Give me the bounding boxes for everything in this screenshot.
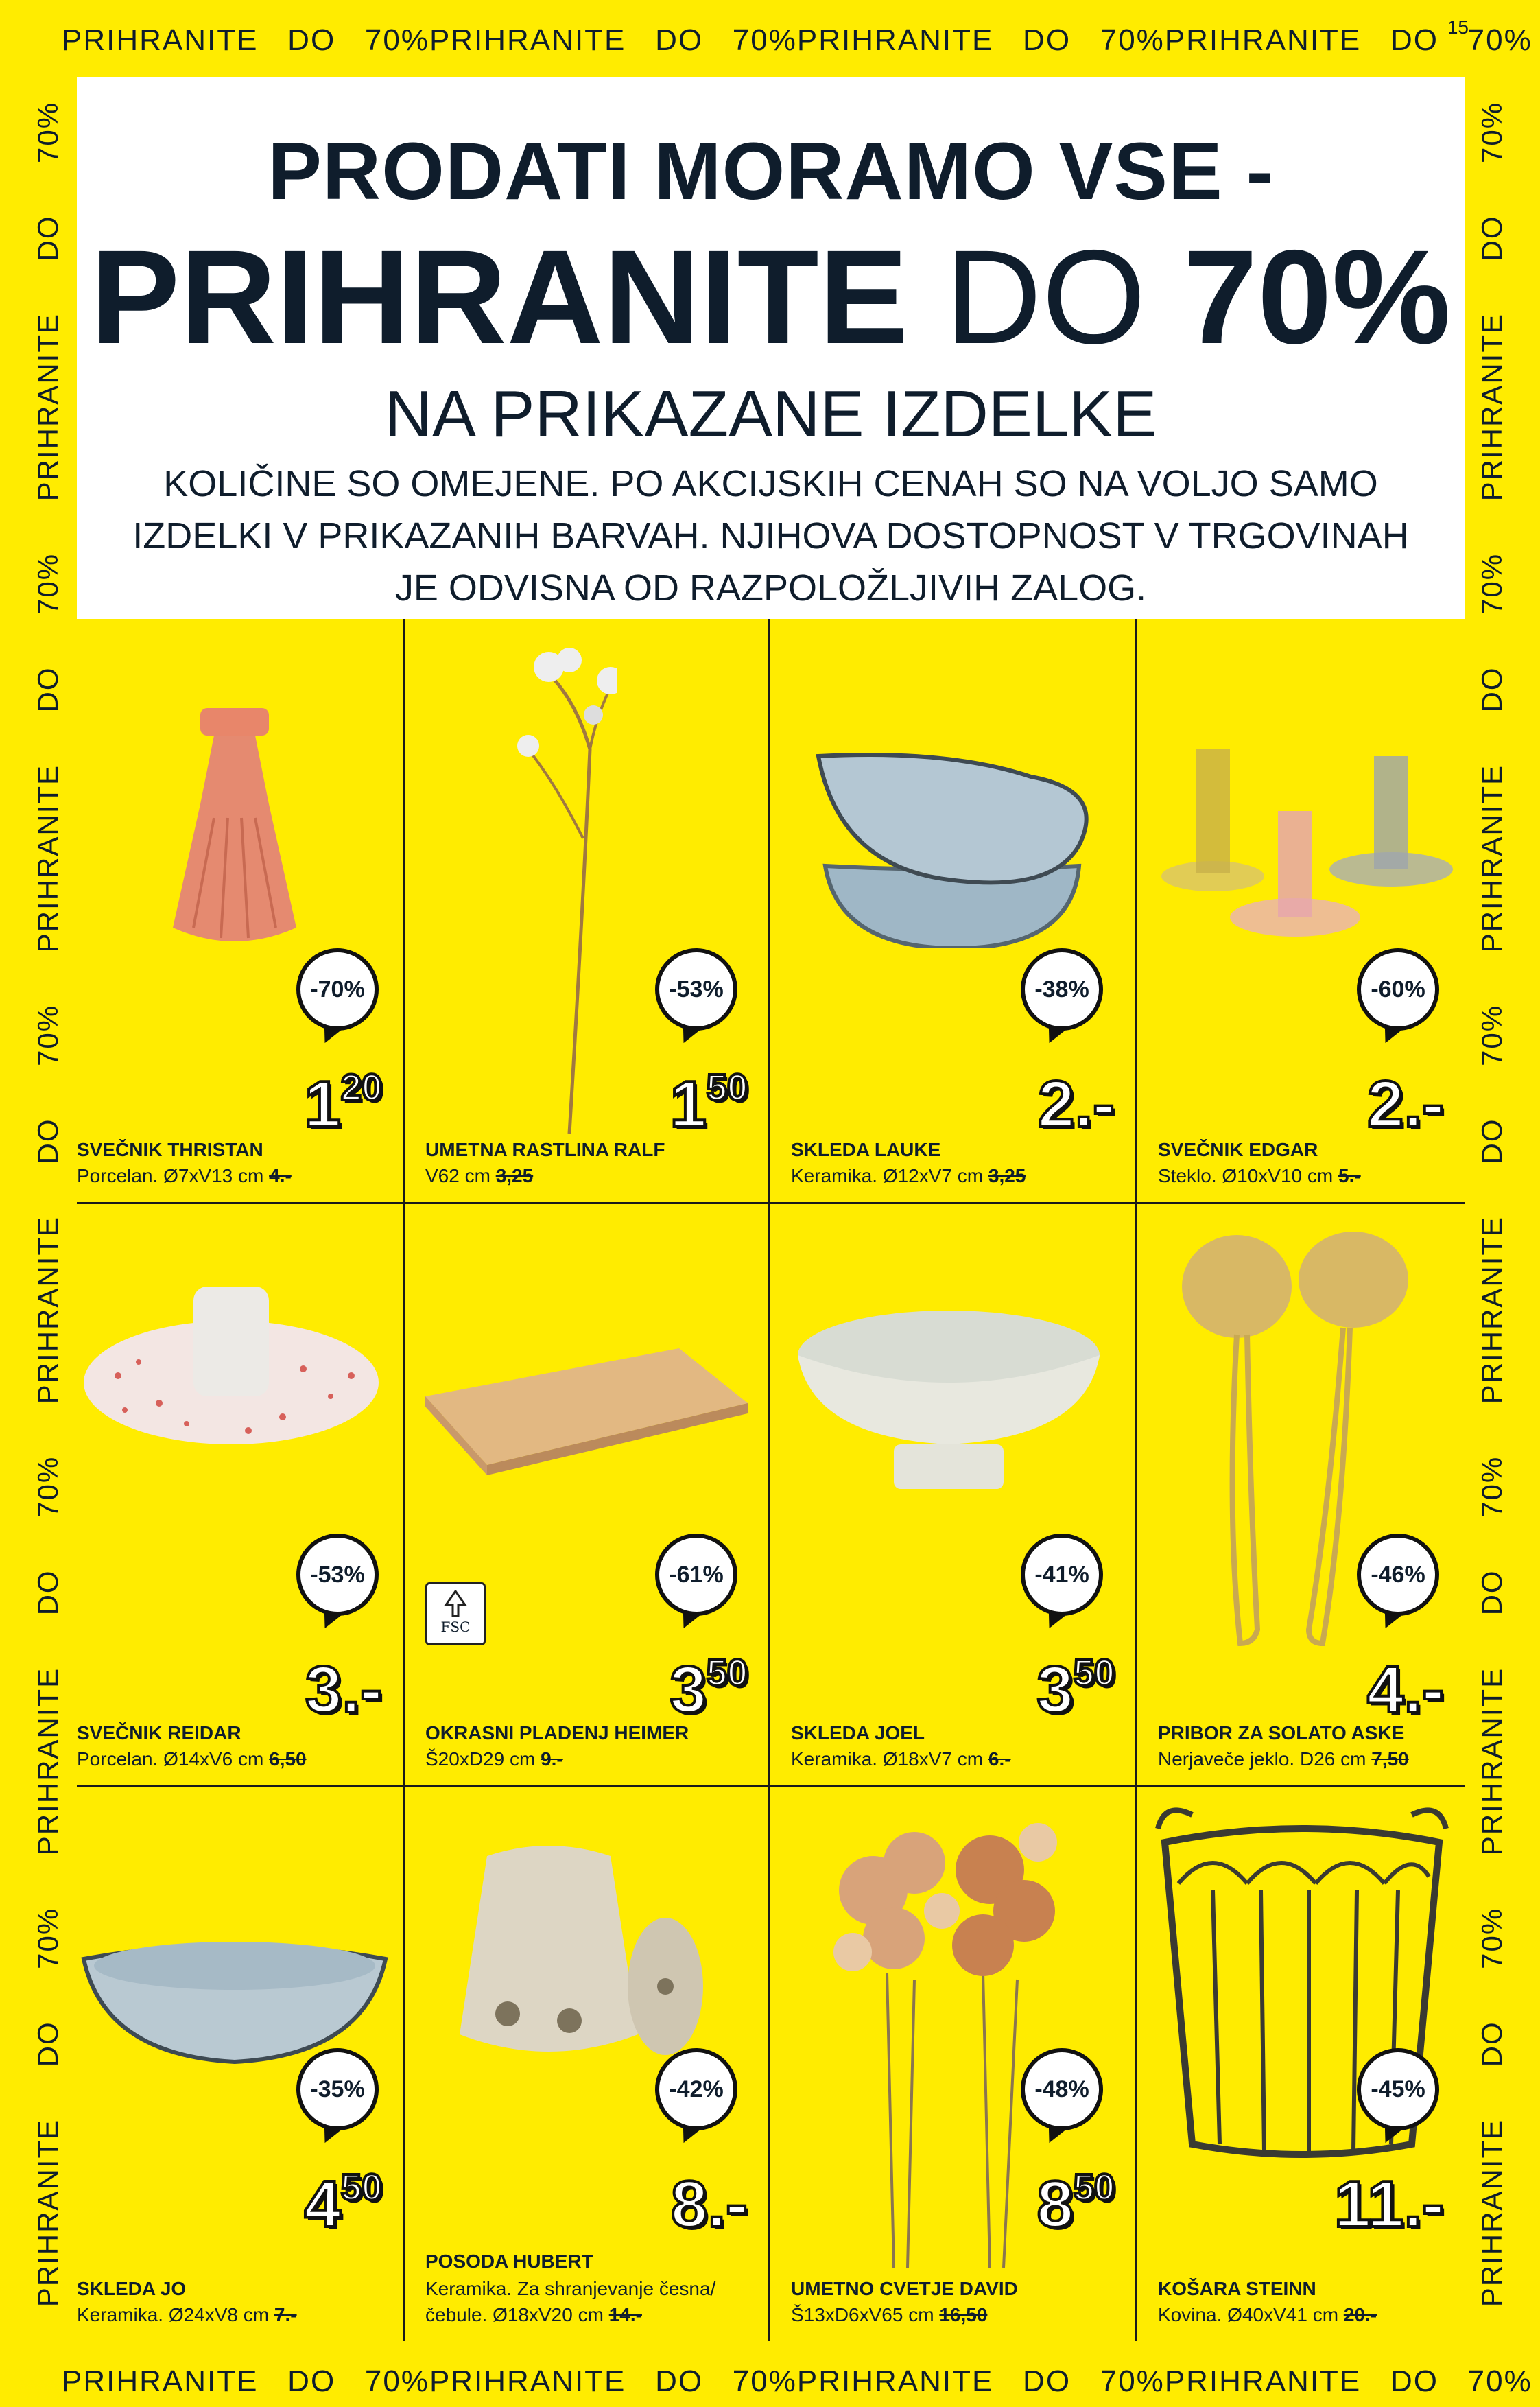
price: $4^{50}$ xyxy=(304,2167,382,2241)
old-price: 14.- xyxy=(608,2304,642,2325)
discount-badge: -35% xyxy=(296,2048,379,2130)
band-segment: PRIHRANITE DO 70% xyxy=(796,2364,1165,2398)
hero-disclaimer: KOLIČINE SO OMEJENE. PO AKCIJSKIH CENAH SO NA VOLJO SAMO IZDELKI V PRIKAZANIH BARVAH. NJIHOVA DOSTOPNOST V TRGOVINAH JE ODVISNA OD RAZPOLOŽLJIVIH ZALOG. xyxy=(132,463,1409,609)
product-card[interactable] xyxy=(770,619,1135,1202)
product-desc: Š20xD29 cm 9.- xyxy=(425,1748,563,1770)
price: 4.- xyxy=(1366,1653,1444,1726)
price: 8.- xyxy=(670,2168,748,2241)
old-price: 20.- xyxy=(1343,2304,1377,2325)
discount-badge: -48% xyxy=(1021,2048,1103,2130)
hero-discount-headline: PRIHRANITE DO 70% xyxy=(91,222,1451,372)
product-card[interactable] xyxy=(405,1787,768,2341)
product-name: SVEČNIK THRISTAN xyxy=(77,1139,263,1160)
product-desc: V62 cm 3,25 xyxy=(425,1165,534,1186)
old-price: 7.- xyxy=(274,2304,297,2325)
product-card[interactable] xyxy=(77,619,403,1202)
product-card[interactable] xyxy=(405,619,768,1202)
fsc-tree-icon xyxy=(442,1590,469,1617)
artificial-plant-icon xyxy=(494,633,617,1140)
old-price: 4.- xyxy=(269,1165,292,1186)
left-promo-band: PRIHRANITE DO 70% PRIHRANITE DO 70% PRIHRANITE DO 70% PRIHRANITE DO 70% PRIHRANITE DO 70% xyxy=(32,101,64,2308)
price: $3^{50}$ xyxy=(670,1652,748,1726)
discount-badge: -38% xyxy=(1021,948,1103,1031)
price: $3^{50}$ xyxy=(1036,1652,1115,1726)
old-price: 3,25 xyxy=(988,1165,1026,1186)
product-name: SKLEDA JOEL xyxy=(791,1722,925,1743)
discount-badge: -60% xyxy=(1357,948,1439,1031)
band-segment: PRIHRANITE DO 70% xyxy=(1164,23,1532,57)
price: $1^{50}$ xyxy=(670,1067,748,1141)
wooden-tray-icon xyxy=(418,1341,755,1479)
bottom-promo-band xyxy=(0,2364,1540,2399)
hero-headline: PRODATI MORAMO VSE - xyxy=(268,126,1274,217)
top-promo-band xyxy=(0,23,1540,58)
product-name: OKRASNI PLADENJ HEIMER xyxy=(425,1722,689,1743)
band-segment: PRIHRANITE DO 70% xyxy=(429,2364,797,2398)
band-segment: PRIHRANITE DO 70% xyxy=(796,23,1165,57)
old-price: 6.- xyxy=(988,1748,1011,1770)
discount-badge: -45% xyxy=(1357,2048,1439,2130)
product-card[interactable] xyxy=(770,1204,1135,1785)
candle-holder-icon xyxy=(77,1273,386,1465)
old-price: 9.- xyxy=(541,1748,563,1770)
glass-candle-holder-icon xyxy=(1158,742,1460,948)
product-name: PRIBOR ZA SOLATO ASKE xyxy=(1158,1722,1405,1743)
price: $8^{50}$ xyxy=(1036,2167,1115,2241)
price: 2.- xyxy=(1037,1068,1115,1141)
garlic-jar-icon xyxy=(446,1829,720,2076)
product-name: KOŠARA STEINN xyxy=(1158,2278,1316,2299)
product-card[interactable] xyxy=(77,1204,403,1785)
product-desc: Nerjaveče jeklo. D26 cm 7,50 xyxy=(1158,1748,1409,1770)
old-price: 7,50 xyxy=(1371,1748,1409,1770)
product-card[interactable] xyxy=(1137,619,1465,1202)
band-segment: PRIHRANITE DO 70% xyxy=(62,23,429,57)
product-name: POSODA HUBERT xyxy=(425,2251,593,2272)
old-price: 16,50 xyxy=(939,2304,988,2325)
product-desc: Steklo. Ø10xV10 cm 5.- xyxy=(1158,1165,1361,1186)
dried-flowers-icon xyxy=(812,1801,1072,2268)
right-promo-band: PRIHRANITE DO 70% PRIHRANITE DO 70% PRIHRANITE DO 70% PRIHRANITE DO 70% PRIHRANITE DO 70% xyxy=(1476,101,1508,2308)
product-card[interactable] xyxy=(770,1787,1135,2341)
product-name: SVEČNIK EDGAR xyxy=(1158,1139,1318,1160)
product-desc: Š13xD6xV65 cm 16,50 xyxy=(791,2304,988,2325)
bowl-icon xyxy=(812,729,1100,948)
old-price: 5.- xyxy=(1338,1165,1361,1186)
product-desc: Keramika. Ø12xV7 cm 3,25 xyxy=(791,1165,1026,1186)
product-grid xyxy=(77,619,1465,2341)
footed-bowl-icon xyxy=(791,1307,1106,1499)
hero-subheadline: NA PRIKAZANE IZDELKE xyxy=(384,377,1157,451)
product-desc: čebule. Ø18xV20 cm 14.- xyxy=(425,2304,642,2325)
product-name: UMETNO CVETJE DAVID xyxy=(791,2278,1018,2299)
product-desc: Kovina. Ø40xV41 cm 20.- xyxy=(1158,2304,1377,2325)
price: 11.- xyxy=(1334,2168,1444,2241)
band-segment: PRIHRANITE DO 70% xyxy=(62,2364,429,2398)
product-desc: Keramika. Ø18xV7 cm 6.- xyxy=(791,1748,1011,1770)
discount-badge: -53% xyxy=(296,1534,379,1616)
fsc-label: FSC xyxy=(425,1582,486,1645)
product-card[interactable] xyxy=(405,1204,768,1785)
price: 3.- xyxy=(305,1653,382,1726)
discount-badge: -61% xyxy=(655,1534,737,1616)
product-desc: Porcelan. Ø14xV6 cm 6,50 xyxy=(77,1748,307,1770)
product-card[interactable] xyxy=(1137,1204,1465,1785)
old-price: 3,25 xyxy=(495,1165,534,1186)
product-name: SKLEDA LAUKE xyxy=(791,1139,941,1160)
candle-holder-icon xyxy=(166,701,303,955)
product-name: UMETNA RASTLINA RALF xyxy=(425,1139,665,1160)
product-name: SKLEDA JO xyxy=(77,2278,187,2299)
product-desc: Keramika. Ø24xV8 cm 7.- xyxy=(77,2304,297,2325)
band-segment: PRIHRANITE DO 70% xyxy=(429,23,797,57)
product-desc: Porcelan. Ø7xV13 cm 4.- xyxy=(77,1165,292,1186)
discount-badge: -46% xyxy=(1357,1534,1439,1616)
price: $1^{20}$ xyxy=(304,1067,382,1141)
page-number: 15 xyxy=(1447,16,1469,38)
product-desc-line: Keramika. Za shranjevanje česna/ xyxy=(425,2278,716,2299)
product-card[interactable] xyxy=(1137,1787,1465,2341)
discount-badge: -41% xyxy=(1021,1534,1103,1616)
hero-banner xyxy=(77,77,1465,619)
band-segment: PRIHRANITE DO 70% xyxy=(1164,2364,1532,2398)
discount-badge: -53% xyxy=(655,948,737,1031)
price: 2.- xyxy=(1366,1068,1444,1141)
discount-badge: -70% xyxy=(296,948,379,1031)
product-card[interactable] xyxy=(77,1787,403,2341)
product-name: SVEČNIK REIDAR xyxy=(77,1722,241,1743)
old-price: 6,50 xyxy=(269,1748,307,1770)
discount-badge: -42% xyxy=(655,2048,737,2130)
